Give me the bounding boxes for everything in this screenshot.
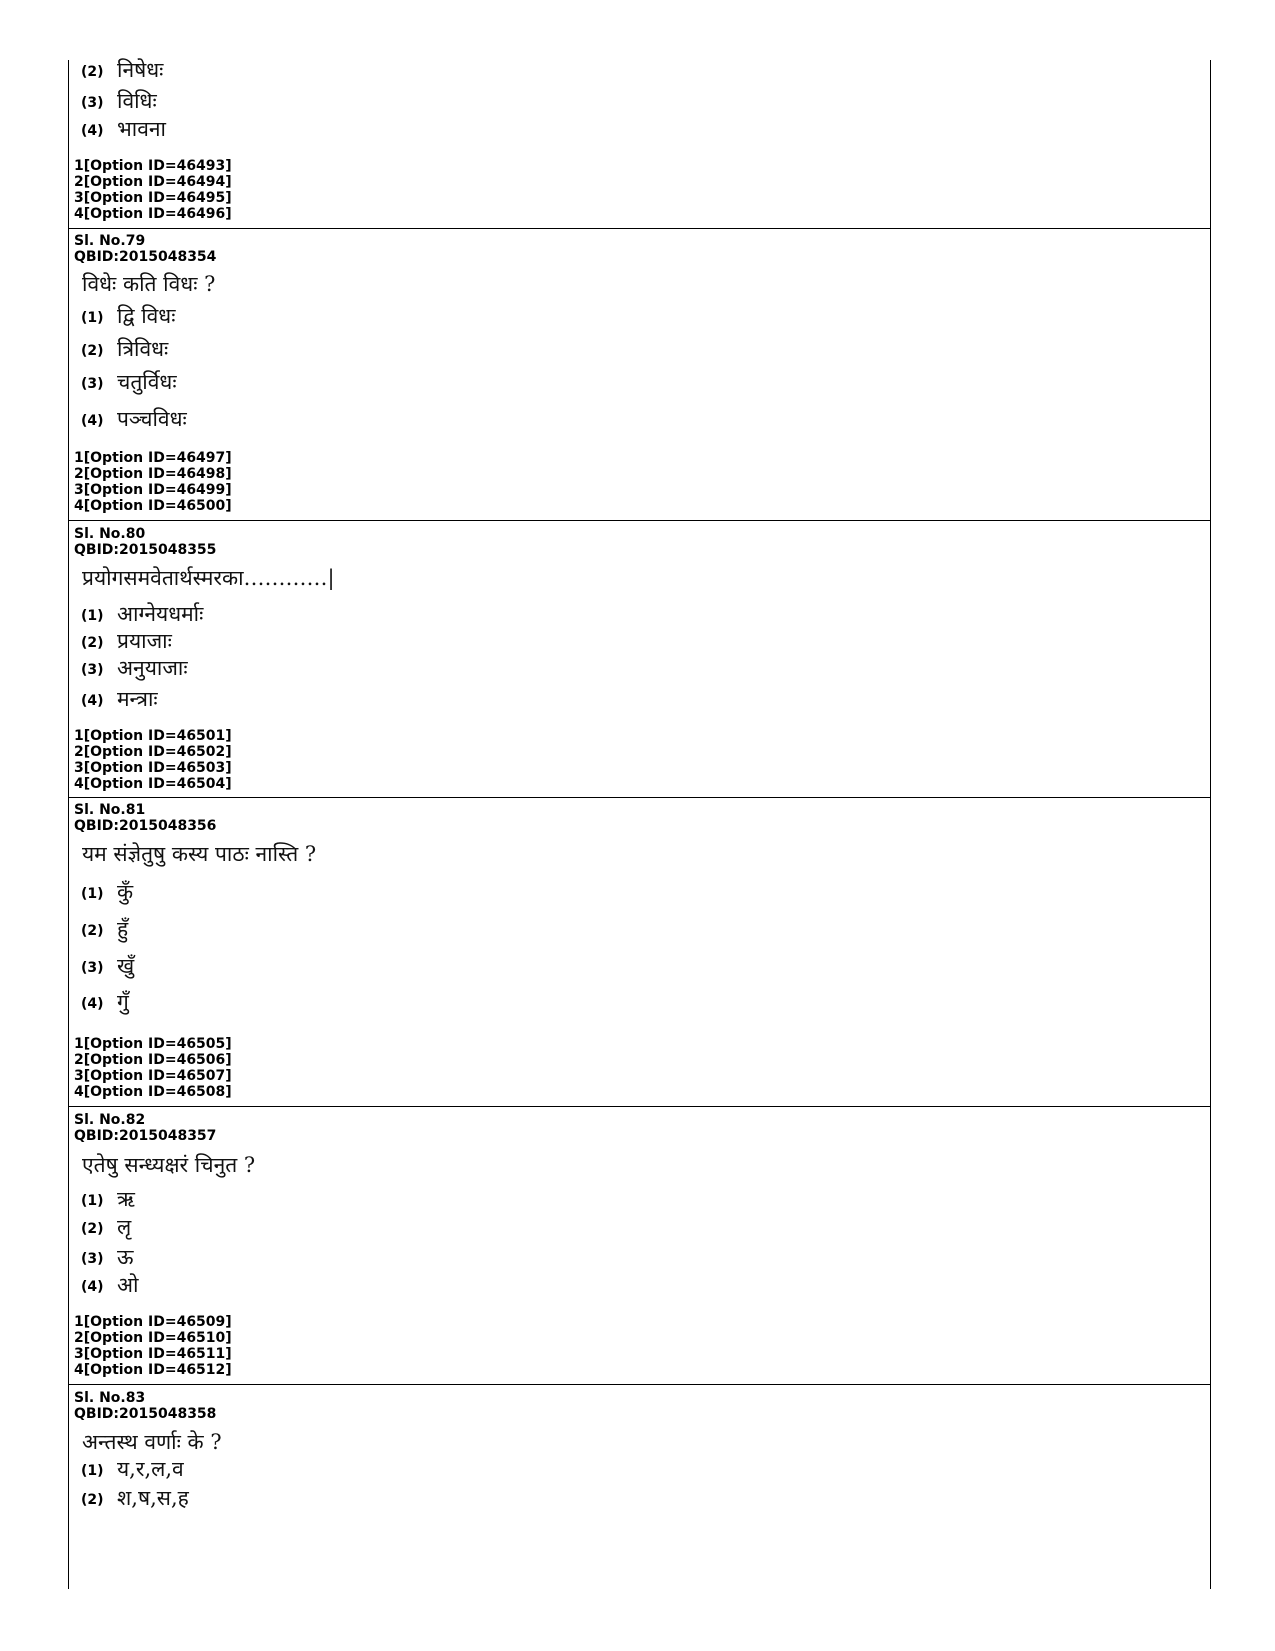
question-text: प्रयोगसमवेतार्थस्मरका…………| [82,566,335,590]
option-number: (1) [81,1463,104,1479]
option-number: (1) [81,310,104,326]
question-block [68,229,1210,520]
option-id: 3[Option ID=46499] [74,482,232,498]
option-id: 3[Option ID=46507] [74,1068,232,1084]
option-number: (2) [81,1221,104,1237]
option-text: ऊ [117,1245,134,1269]
question-text: यम संज्ञेतुषु कस्य पाठः नास्ति ? [82,842,317,866]
option-text: लृ [117,1215,132,1239]
option-id: 4[Option ID=46512] [74,1362,232,1378]
qbid: QBID:2015048355 [74,542,217,558]
question-block [68,1385,1210,1589]
qbid: QBID:2015048358 [74,1406,217,1422]
option-id: 4[Option ID=46508] [74,1084,232,1100]
option-number: (2) [81,1492,104,1508]
option-number: (3) [81,662,104,678]
qbid: QBID:2015048354 [74,249,217,265]
option-text: चतुर्विधः [117,370,177,394]
option-id: 1[Option ID=46497] [74,450,232,466]
serial-number: Sl. No.82 [74,1112,146,1128]
option-number: (4) [81,996,104,1012]
question-text: एतेषु सन्ध्यक्षरं चिनुत ? [82,1153,256,1177]
option-number: (2) [81,343,104,359]
option-text: त्रिविधः [117,337,169,361]
option-id: 2[Option ID=46506] [74,1052,232,1068]
option-id: 2[Option ID=46502] [74,744,232,760]
option-number: (1) [81,1193,104,1209]
serial-number: Sl. No.83 [74,1390,146,1406]
table-right-border [1210,60,1211,1589]
serial-number: Sl. No.80 [74,526,146,542]
option-number: (3) [81,95,104,111]
option-text: पञ्चविधः [117,407,187,431]
option-text: ऋ [117,1187,135,1211]
option-text: भावना [117,117,166,141]
option-id: 4[Option ID=46500] [74,498,232,514]
option-number: (3) [81,1251,104,1267]
serial-number: Sl. No.79 [74,233,146,249]
question-block [68,1107,1210,1384]
option-id: 3[Option ID=46495] [74,190,232,206]
option-number: (3) [81,376,104,392]
option-id: 3[Option ID=46511] [74,1346,232,1362]
option-number: (4) [81,1279,104,1295]
option-number: (4) [81,123,104,139]
qbid: QBID:2015048357 [74,1128,217,1144]
option-id: 3[Option ID=46503] [74,760,232,776]
option-text: मन्त्राः [117,687,158,711]
option-text: हुँ [117,917,129,941]
question-text: अन्तस्थ वर्णाः के ? [82,1430,222,1454]
serial-number: Sl. No.81 [74,802,146,818]
option-id: 2[Option ID=46510] [74,1330,232,1346]
option-text: विधिः [117,89,157,113]
option-number: (1) [81,608,104,624]
option-id: 1[Option ID=46509] [74,1314,232,1330]
option-text: द्वि विधः [117,304,176,328]
question-block [68,521,1210,797]
option-number: (2) [81,635,104,651]
option-number: (2) [81,64,104,80]
option-number: (1) [81,886,104,902]
option-text: आग्नेयधर्माः [117,602,204,626]
option-text: ओ [117,1273,139,1297]
option-text: खुँ [117,954,135,978]
option-text: य,र,ल,व [117,1457,184,1481]
option-text: अनुयाजाः [117,656,188,680]
option-id: 4[Option ID=46504] [74,776,232,792]
continued-question-block [68,56,1210,228]
option-number: (4) [81,693,104,709]
option-text: गुँ [117,990,129,1014]
question-text: विधेः कति विधः ? [82,272,216,296]
option-id: 4[Option ID=46496] [74,206,232,222]
option-id: 1[Option ID=46493] [74,158,232,174]
option-text: कुँ [117,880,134,904]
option-number: (2) [81,923,104,939]
option-text: निषेधः [117,58,164,82]
option-id: 1[Option ID=46501] [74,728,232,744]
option-id: 2[Option ID=46498] [74,466,232,482]
option-number: (4) [81,413,104,429]
option-text: प्रयाजाः [117,629,172,653]
option-text: श,ष,स,ह [117,1486,189,1510]
option-id: 2[Option ID=46494] [74,174,232,190]
option-number: (3) [81,960,104,976]
question-block [68,798,1210,1106]
option-id: 1[Option ID=46505] [74,1036,232,1052]
qbid: QBID:2015048356 [74,818,217,834]
